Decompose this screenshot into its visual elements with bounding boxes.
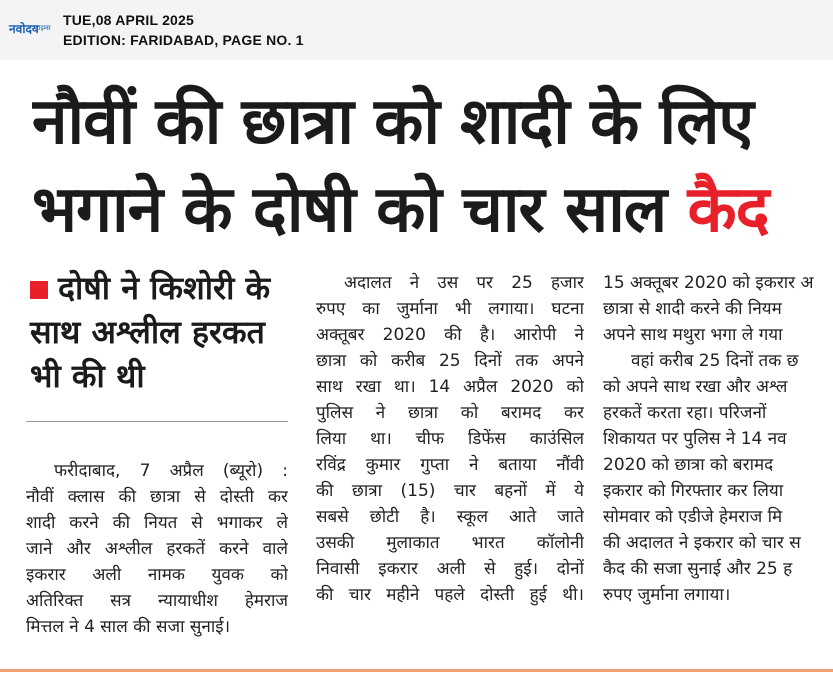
text-line: रविंद्र कुमार गुप्ता ने बताया नौंवी <box>316 455 584 475</box>
edition-info <box>63 10 304 50</box>
text-line: की चार महीने पहले दोस्ती हुई थी। <box>316 585 584 605</box>
text-line: शादी करने की नियत से भगाकर ले <box>26 513 288 533</box>
text-line: उसकी मुलाकात भारत कॉलोनी <box>316 533 584 553</box>
top-bar <box>0 0 833 60</box>
text-line: लिया था। चीफ डिफेंस काउंसिल <box>316 429 584 449</box>
subheadline-text: दोषी ने किशोरी के साथ अश्लील हरकत भी की थी <box>30 269 271 395</box>
text-line: वहां करीब 25 दिनों तक छ <box>631 351 799 371</box>
logo-text: नवोदय <box>9 22 39 36</box>
text-line: की छात्रा (15) चार बहनों में ये <box>316 481 584 501</box>
text-line: रुपए का जुर्माना भी लगाया। घटना <box>316 299 584 319</box>
text-line: सोमवार को एडीजे हेमराज मि <box>603 507 783 527</box>
article-column-3 <box>603 270 833 608</box>
newspaper-logo <box>9 20 51 38</box>
subheadline <box>30 266 295 398</box>
text-line: निवासी इकरार अली से हुई। दोनों <box>316 559 584 579</box>
article-column-2 <box>316 270 584 608</box>
text-line: शिकायत पर पुलिस ने 14 नव <box>603 429 787 449</box>
logo-subtext: टाइम्स <box>35 25 51 32</box>
text-line: अक्तूबर 2020 की है। आरोपी ने <box>316 325 584 345</box>
text-line: इकरार अली नामक युवक को <box>26 565 288 585</box>
text-line: छात्रा को करीब 25 दिनों तक अपने <box>316 351 584 371</box>
headline-highlight: कैद <box>687 173 769 247</box>
text-line: नौवीं क्लास की छात्रा से दोस्ती कर <box>26 487 288 507</box>
text-line: को अपने साथ रखा और अश्ल <box>603 377 788 397</box>
text-line: अदालत ने उस पर 25 हजार <box>344 273 584 293</box>
text-line: रुपए जुर्माना लगाया। <box>603 585 731 605</box>
text-line: अतिरिक्त सत्र न्यायाधीश हेमराज <box>26 591 288 611</box>
text-line: कैद की सजा सुनाई और 25 ह <box>603 559 793 579</box>
divider <box>26 421 288 422</box>
text-line: पुलिस ने छात्रा को बरामद कर <box>316 403 584 423</box>
text-line: छात्रा से शादी करने की नियम <box>603 299 782 319</box>
issue-date: TUE,08 APRIL 2025 <box>63 12 195 28</box>
text-line: साथ रखा था। 14 अप्रैल 2020 को <box>316 377 584 397</box>
edition-page: EDITION: FARIDABAD, PAGE NO. 1 <box>63 32 304 48</box>
article-column-1 <box>26 458 288 640</box>
headline <box>32 78 833 254</box>
headline-line-2 <box>32 166 833 254</box>
headline-line-1: नौवीं की छात्रा को शादी के लिए <box>32 85 753 159</box>
text-line: इकरार को गिरफ्तार कर लिया <box>603 481 784 501</box>
headline-line-2-text: भगाने के दोषी को चार साल <box>32 173 688 247</box>
text-line: मित्तल ने 4 साल की सजा सुनाई। <box>26 617 231 637</box>
text-line: 2020 को छात्रा को बरामद <box>603 455 774 475</box>
text-line: जाने और अश्लील हरकतें करने वाले <box>26 539 288 559</box>
text-line: फरीदाबाद, 7 अप्रैल (ब्यूरो) : <box>54 461 288 481</box>
text-line: 15 अक्तूबर 2020 को इकरार अ <box>603 273 814 293</box>
bottom-border <box>0 669 833 672</box>
text-line: की अदालत ने इकरार को चार स <box>603 533 801 553</box>
text-line: हरकतें करता रहा। परिजनों <box>603 403 767 423</box>
text-line: अपने साथ मथुरा भगा ले गया <box>603 325 783 345</box>
red-square-bullet-icon <box>30 281 48 299</box>
text-line: सबसे छोटी है। स्कूल आते जाते <box>316 507 584 527</box>
